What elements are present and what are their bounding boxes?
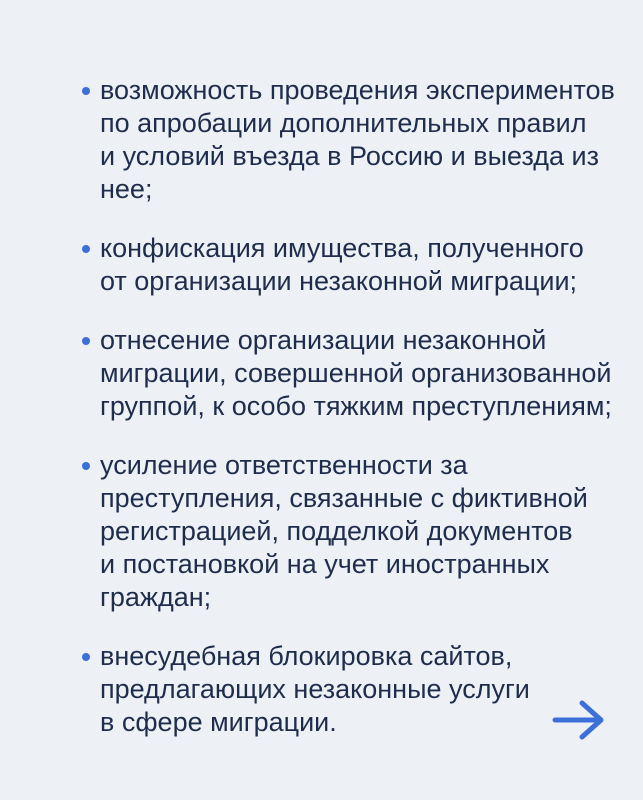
list-item-line: и условий въезда в Россию и выезда из [100, 141, 599, 171]
list-item-line: по апробации дополнительных правил [100, 108, 587, 138]
list-item-line: конфискация имущества, полученного [100, 233, 584, 263]
list-item-line: миграции, совершенной организованной [100, 358, 612, 388]
list-item [80, 640, 620, 739]
list-item-line: предлагающих незаконные услуги [100, 674, 530, 704]
list-item-line: преступления, связанные с фиктивной [100, 483, 588, 513]
list-item-line: усиление ответственности за [100, 450, 468, 480]
list-item-line: в сфере миграции. [100, 707, 337, 737]
bullet-dot-icon [82, 87, 90, 95]
list-item-line: граждан; [100, 582, 212, 612]
bullet-dot-icon [82, 653, 90, 661]
list-item [80, 74, 620, 206]
bullet-dot-icon [82, 462, 90, 470]
bullet-dot-icon [82, 337, 90, 345]
arrow-right-icon [552, 696, 606, 744]
list-item-line: и постановкой на учет иностранных [100, 549, 550, 579]
list-item [80, 449, 620, 614]
list-item-line: регистрацией, подделкой документов [100, 516, 573, 546]
bullet-dot-icon [82, 245, 90, 253]
list-item-line: от организации незаконной миграции; [100, 266, 578, 296]
list-item-line: нее; [100, 174, 153, 204]
list-item-line: группой, к особо тяжким преступлениям; [100, 391, 612, 421]
next-arrow-button[interactable] [552, 696, 606, 744]
list-item-line: отнесение организации незаконной [100, 325, 547, 355]
list-item [80, 324, 620, 423]
list-item-line: возможность проведения экспериментов [100, 75, 615, 105]
list-item-line: внесудебная блокировка сайтов, [100, 641, 513, 671]
bullet-list [80, 74, 620, 765]
list-item [80, 232, 620, 298]
